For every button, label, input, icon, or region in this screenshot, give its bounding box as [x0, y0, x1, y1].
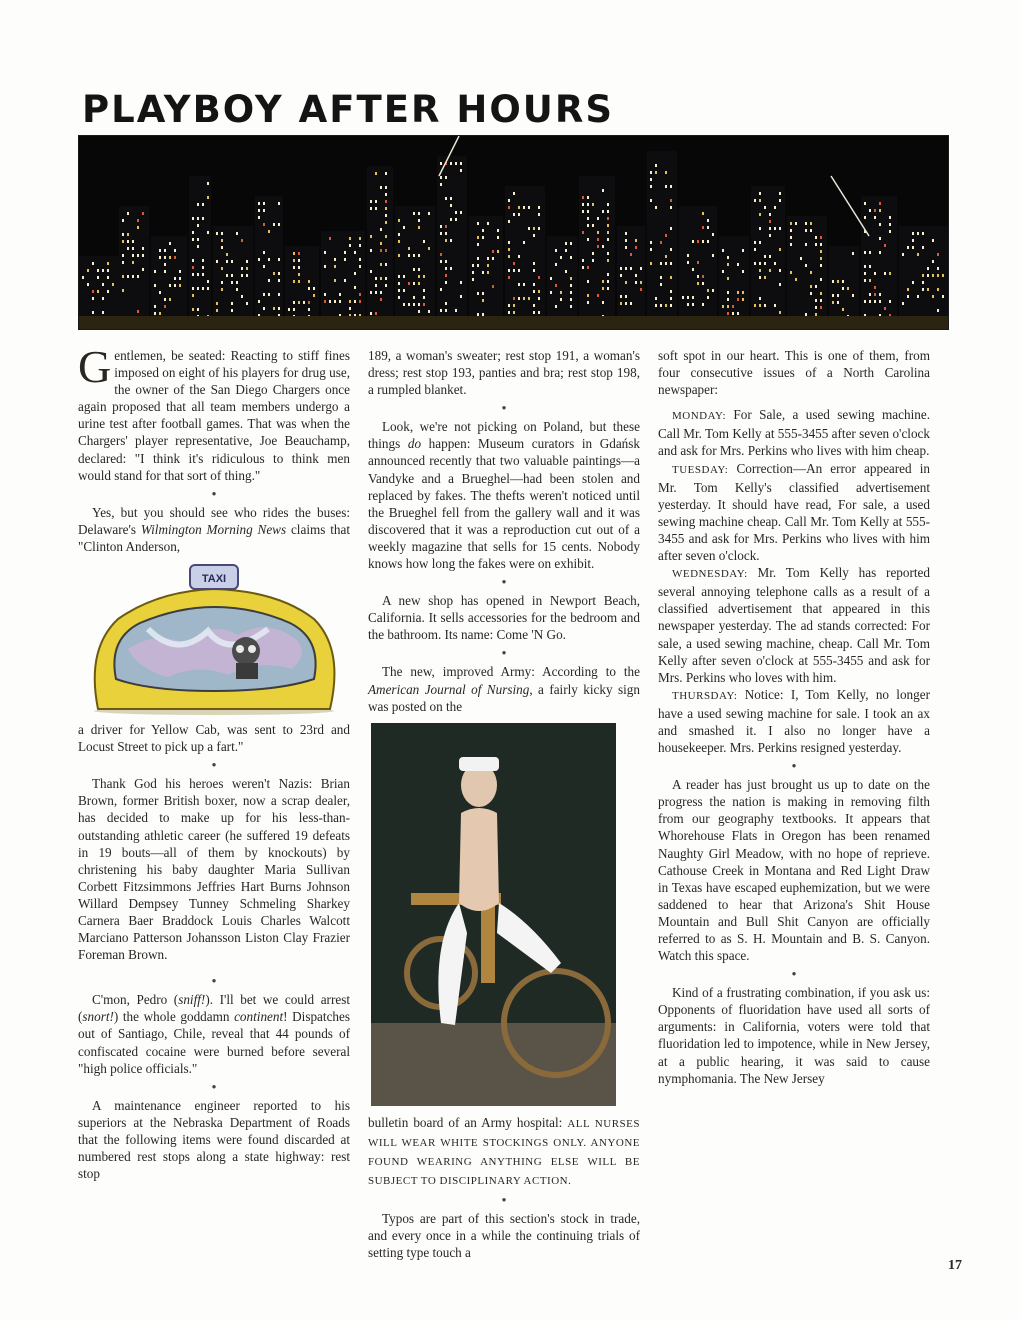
- separator-bullet: ●: [791, 969, 797, 979]
- paragraph: A reader has just brought us up to date on the progress the nation is making in removing filth from our geography textbooks. It appears that Whorehouse Flats in Oregon has been renamed Naughty Girl Meadow, with no hope of reprieve. Cathouse Creek in Montana and Red Light Draw in Texas have escaped euphemization, but we were saddened to hear that Arizona's Shit House Mountain and Bull Shit Canyon are officially referred to as S. H. Mountain and B. S. Canyon. Watch this space.: [658, 777, 930, 964]
- separator-bullet: ●: [501, 403, 507, 413]
- separator-bullet: ●: [211, 976, 217, 986]
- paragraph: The new, improved Army: According to the American Journal of Nursing, a fairly kicky sign was posted on the: [368, 664, 640, 714]
- separator-bullet: ●: [211, 488, 217, 498]
- separator-bullet: ●: [211, 1081, 217, 1091]
- taxi-illustration: [78, 559, 350, 715]
- paragraph: Look, we're not picking on Poland, but these things do happen: Museum curators in Gdańsk announced recently that two valuable paintings—a Vandyke and a Brueghel—had been stolen and replaced by fakes. The thefts weren't noticed until the Brueghel fell from the gallery wall and it was discovered that it was a reproduction cut out of a weekly magazine that sells for 15 cents. Nobody knows how long the fakes were on exhibit.: [368, 419, 640, 572]
- paragraph-wednesday: WEDNESDAY: Mr. Tom Kelly has reported several annoying telephone calls as a result of a classified advertisement that appeared in this newspaper yesterday. The ad stands corrected: For sale, a used sewing machine, cheap. Call Mr. Tom Kelly after seven o'clock at 555-3455 and ask for Mrs. Perkins who loves with him.: [658, 565, 930, 685]
- paragraph: soft spot in our heart. This is one of them, from four consecutive issues of a North Carolina newspaper:: [658, 348, 930, 398]
- paragraph-thursday: THURSDAY: Notice: I, Tom Kelly, no longer have a used sewing machine for sale. I took an ax and smashed it. I also no longer have a housekeeper. Mrs. Perkins resigned yesterday.: [658, 686, 930, 756]
- paragraph: Yes, but you should see who rides the buses: Delaware's Wilmington Morning News claims that "Clinton Anderson,: [78, 504, 350, 554]
- article-intro: Gentlemen, be seated: Reacting to stiff fines imposed on eight of his players for drug use, the owner of the San Diego Chargers once again proposed that all team members undergo a urine test after football games. That was when the Chargers' player representative, Joe Beauchamp, declared: "I think it's ridiculous to think men would stand for that sort of thing.": [78, 341, 350, 483]
- separator-bullet: ●: [501, 1195, 507, 1205]
- paragraph: Typos are part of this section's stock in trade, and every once in a while the continuing trials of setting type touch a: [368, 1211, 640, 1261]
- paragraph: 189, a woman's sweater; rest stop 191, a woman's dress; rest stop 193, panties and bra; rest stop 198, a rumpled blanket.: [368, 348, 640, 398]
- drop-cap: G: [78, 341, 112, 392]
- separator-bullet: ●: [791, 761, 797, 771]
- paragraph: Kind of a frustrating combination, if you ask us: Opponents of fluoridation have used all sorts of arguments: in California, voters were told that fluoridation led to impotence, while in New Jersey, at a public hearing, it was said to cause nymphomania. The New Jersey: [658, 985, 930, 1086]
- separator-bullet: ●: [501, 577, 507, 587]
- separator-bullet: ●: [211, 760, 217, 770]
- column-2: [368, 347, 640, 1261]
- paragraph: C'mon, Pedro (sniff!). I'll bet we could arrest (snort!) the whole goddamn continent! Dispatches out of Santiago, Chile, reveal that 44 pounds of confiscated cocaine were burned before several "high police officials.": [78, 992, 350, 1076]
- paragraph-tuesday: TUESDAY: Correction—An error appeared in Mr. Tom Kelly's classified advertisement yesterday. It should have read, For sale, a used sewing machine cheap. Call Mr. Tom Kelly at 555-3455 and ask for Mrs. Perkins who lives with him after seven o'clock.: [658, 460, 930, 564]
- paragraph: A maintenance engineer reported to his superiors at the Nebraska Department of Roads that the following items were found discarded at numbered rest stops along a state highway: rest stop: [78, 1097, 350, 1182]
- separator-bullet: ●: [501, 648, 507, 658]
- nurse-photo: [371, 723, 616, 1106]
- paragraph: a driver for Yellow Cab, was sent to 23rd and Locust Street to pick up a fart.": [78, 722, 350, 755]
- paragraph-monday: MONDAY: For Sale, a used sewing machine. Call Mr. Tom Kelly at 555-3455 after seven o'clock and ask for Mrs. Perkins who lives with him cheap.: [658, 407, 930, 459]
- page-number: 17: [948, 1258, 962, 1273]
- paragraph: Thank God his heroes weren't Nazis: Brian Brown, former British boxer, now a scrap dealer, has decided to make up for his less-than-outstanding athletic career (he suffered 19 defeats in 19 bouts—all of them by knockouts) by christening his baby daughter Maria Sullivan Corbett Fitzsimmons Jeffries Hart Burns Johnson Willard Dempsey Tunney Schmeling Sharkey Carnera Baer Braddock Louis Charles Walcott Marciano Patterson Johansson Liston Clay Frazier Foreman Brown.: [78, 776, 350, 963]
- city-skyline-illustration: [78, 135, 949, 330]
- column-3: [658, 347, 930, 1087]
- paragraph: bulletin board of an Army hospital: ALL NURSES WILL WEAR WHITE STOCKINGS ONLY. ANYONE FOUND WEARING ANYTHING ELSE WILL BE SUBJECT TO DISCIPLINARY ACTION.: [368, 1114, 640, 1187]
- paragraph: A new shop has opened in Newport Beach, California. It sells accessories for the bedroom and the bathroom. Its name: Come 'N Go.: [368, 593, 640, 643]
- column-1: [78, 341, 350, 1182]
- page-title: PLAYBOY AFTER HOURS: [82, 88, 614, 131]
- taxi-sign: TAXI: [201, 573, 227, 586]
